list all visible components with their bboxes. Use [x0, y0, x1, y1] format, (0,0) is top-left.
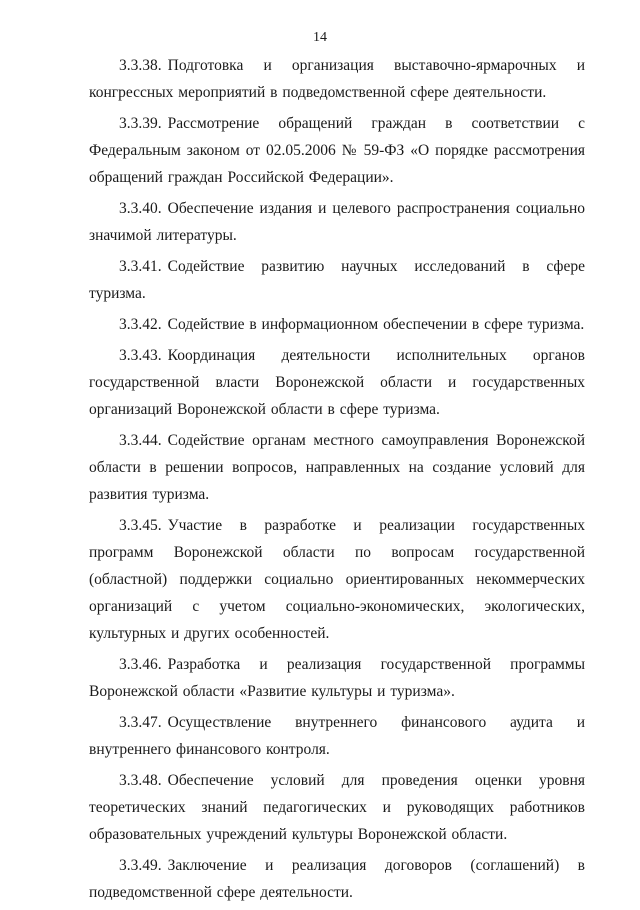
paragraph-3-3-38: [89, 52, 585, 106]
paragraph-3-3-46: [89, 651, 585, 705]
paragraph-text: Разработка и реализация государственной программы Воронежской области «Развитие культуры и туризма».: [89, 656, 585, 700]
paragraph-text: Обеспечение условий для проведения оценки уровня теоретических знаний педагогических и руководящих работников образовательных учреждений культуры Воронежской области.: [89, 772, 585, 843]
paragraph-number: 3.3.44.: [119, 432, 162, 449]
paragraph-3-3-42: [89, 311, 585, 338]
paragraph-number: 3.3.49.: [119, 857, 162, 874]
document-body: [89, 52, 585, 910]
paragraph-3-3-39: [89, 110, 585, 191]
paragraph-3-3-45: [89, 512, 585, 647]
paragraph-3-3-44: [89, 427, 585, 508]
paragraph-number: 3.3.48.: [119, 772, 162, 789]
paragraph-text: Содействие в информационном обеспечении в сфере туризма.: [167, 316, 585, 333]
paragraph-3-3-43: [89, 342, 585, 423]
page-number: 14: [313, 30, 327, 45]
paragraph-3-3-41: [89, 253, 585, 307]
paragraph-text: Подготовка и организация выставочно-ярмарочных и конгрессных мероприятий в подведомственной сфере деятельности.: [89, 57, 585, 101]
paragraph-text: Заключение и реализация договоров (соглашений) в подведомственной сфере деятельности.: [89, 857, 585, 901]
paragraph-number: 3.3.39.: [119, 115, 162, 132]
paragraph-text: Участие в разработке и реализации государственных программ Воронежской области по вопросам государственной (областной) поддержки социально ориентированных некоммерческих организаций с учетом социально-экономических, экологических, культурных и других особенностей.: [89, 517, 585, 642]
paragraph-number: 3.3.40.: [119, 200, 162, 217]
paragraph-number: 3.3.45.: [119, 517, 162, 534]
paragraph-number: 3.3.41.: [119, 258, 162, 275]
paragraph-text: Рассмотрение обращений граждан в соответствии с Федеральным законом от 02.05.2006 № 59-ФЗ «О порядке рассмотрения обращений граждан Российской Федерации».: [89, 115, 585, 186]
paragraph-number: 3.3.38.: [119, 57, 162, 74]
paragraph-number: 3.3.43.: [119, 347, 162, 364]
paragraph-number: 3.3.46.: [119, 656, 162, 673]
paragraph-number: 3.3.42.: [119, 316, 162, 333]
paragraph-3-3-47: [89, 709, 585, 763]
paragraph-text: Осуществление внутреннего финансового аудита и внутреннего финансового контроля.: [89, 714, 585, 758]
paragraph-text: Содействие развитию научных исследований в сфере туризма.: [89, 258, 585, 302]
paragraph-number: 3.3.47.: [119, 714, 162, 731]
paragraph-text: Содействие органам местного самоуправления Воронежской области в решении вопросов, направленных на создание условий для развития туризма.: [89, 432, 585, 503]
paragraph-text: Координация деятельности исполнительных органов государственной власти Воронежской области и государственных организаций Воронежской области в сфере туризма.: [89, 347, 585, 418]
paragraph-3-3-40: [89, 195, 585, 249]
paragraph-3-3-49: [89, 852, 585, 906]
paragraph-text: Обеспечение издания и целевого распространения социально значимой литературы.: [89, 200, 585, 244]
paragraph-3-3-48: [89, 767, 585, 848]
